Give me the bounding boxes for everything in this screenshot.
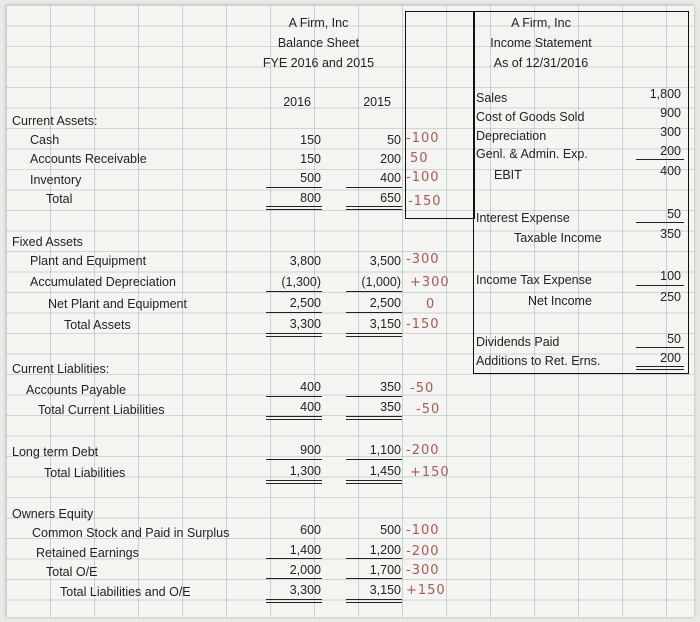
underline-cl-2016: [266, 396, 322, 397]
lt-debt-2015: 1,100: [369, 443, 401, 457]
is-value-dividends: 50: [667, 332, 681, 346]
row-label-retained-earnings: Retained Earnings: [36, 546, 139, 560]
is-title-period: As of 12/31/2016: [493, 56, 589, 70]
dbl-ca-2016: [266, 206, 322, 210]
row-label-lt-debt: Long term Debt: [12, 445, 99, 459]
dbl-ta-2015: [346, 333, 402, 337]
total-liab-note: +150: [410, 465, 450, 480]
is-dbl-additions: [636, 366, 684, 370]
spreadsheet-page: [6, 5, 694, 617]
total-liab-oe-2015: 3,150: [369, 583, 401, 597]
cash-note: -100: [406, 131, 440, 146]
ca-total-2015: 650: [380, 191, 401, 205]
acc-dep-note: +300: [410, 275, 450, 290]
bs-title-name: Balance Sheet: [277, 36, 360, 50]
row-label-ap: Accounts Payable: [26, 383, 127, 397]
ar-2016: 150: [300, 152, 321, 166]
inventory-2016: 500: [300, 171, 321, 185]
row-label-ar: Accounts Receivable: [30, 152, 147, 166]
net-ppe-note: 0: [426, 297, 436, 312]
total-oe-2015: 1,700: [369, 563, 401, 577]
balance-2015-box: [405, 11, 475, 219]
acc-dep-2016: (1,300): [281, 275, 321, 289]
ar-note: 50: [410, 151, 429, 166]
is-value-interest: 50: [667, 207, 681, 221]
common-stock-note: -100: [406, 523, 440, 538]
is-value-additions: 200: [660, 351, 681, 365]
ppe-2016: 3,800: [289, 254, 321, 268]
is-value-sales: 1,800: [649, 87, 681, 101]
dbl-ca-2015: [346, 206, 402, 210]
row-label-acc-dep: Accumulated Depreciation: [30, 275, 176, 289]
bs-title-period: FYE 2016 and 2015: [262, 56, 375, 70]
underline-fa-2016: [266, 291, 322, 292]
row-label-total-liab-oe: Total Liabilities and O/E: [60, 585, 191, 599]
current-liabilities-heading: Current Liablities:: [12, 362, 110, 376]
is-label-tax: Income Tax Expense: [476, 273, 592, 287]
total-oe-note: -300: [406, 563, 440, 578]
is-title-company: A Firm, Inc: [511, 16, 571, 30]
ap-note: -50: [410, 381, 435, 396]
is-value-net-income: 250: [660, 290, 681, 304]
underline-cl-2015: [346, 396, 402, 397]
dbl-cl-2016: [266, 416, 322, 420]
dbl-tl-2016: [266, 480, 322, 484]
row-label-total-liab: Total Liabilities: [44, 466, 126, 480]
common-stock-2016: 600: [300, 523, 321, 537]
is-label-sales: Sales: [476, 91, 508, 105]
is-label-ga: Genl. & Admin. Exp.: [476, 147, 588, 161]
is-title-name: Income Statement: [490, 36, 592, 50]
total-cl-2016: 400: [300, 400, 321, 414]
row-label-ca-total: Total: [46, 192, 73, 206]
is-label-dividends: Dividends Paid: [476, 335, 560, 349]
total-liab-2016: 1,300: [289, 464, 321, 478]
underline-oe-2015: [346, 558, 402, 559]
ap-2015: 350: [380, 380, 401, 394]
dbl-cl-2015: [346, 416, 402, 420]
total-assets-2016: 3,300: [289, 317, 321, 331]
is-label-depreciation: Depreciation: [476, 129, 547, 143]
ca-total-note: -150: [408, 194, 442, 209]
underline-oe-2016: [266, 558, 322, 559]
ca-total-2016: 800: [300, 191, 321, 205]
net-ppe-2015: 2,500: [369, 296, 401, 310]
total-liab-2015: 1,450: [369, 464, 401, 478]
is-label-additions: Additions to Ret. Erns.: [476, 354, 601, 368]
retained-earnings-note: -200: [406, 544, 440, 559]
dbl-tloe-2015: [346, 599, 402, 603]
retained-earnings-2015: 1,200: [369, 543, 401, 557]
fixed-assets-heading: Fixed Assets: [12, 235, 83, 249]
underline-oe2-2015: [346, 578, 402, 579]
underline-fa2-2016: [266, 312, 322, 313]
total-liab-oe-note: +150: [406, 583, 446, 598]
is-label-taxable: Taxable Income: [514, 231, 602, 245]
lt-debt-note: -200: [406, 443, 440, 458]
is-value-taxable: 350: [660, 227, 681, 241]
is-label-cogs: Cost of Goods Sold: [476, 110, 585, 124]
total-cl-2015: 350: [380, 400, 401, 414]
cash-2016: 150: [300, 133, 321, 147]
is-value-ebit: 400: [660, 164, 681, 178]
total-assets-note: -150: [406, 317, 440, 332]
acc-dep-2015: (1,000): [361, 275, 401, 289]
total-cl-note: -50: [416, 402, 441, 417]
total-oe-2016: 2,000: [289, 563, 321, 577]
underline-ca-2015: [346, 187, 402, 188]
is-underline-taxable: [636, 222, 684, 223]
dbl-tloe-2016: [266, 599, 322, 603]
total-liab-oe-2016: 3,300: [289, 583, 321, 597]
year-header-2015: 2015: [363, 95, 391, 109]
is-underline-additions: [636, 347, 684, 348]
retained-earnings-2016: 1,400: [289, 543, 321, 557]
owners-equity-heading: Owners Equity: [12, 507, 94, 521]
ar-2015: 200: [380, 152, 401, 166]
is-value-cogs: 900: [660, 106, 681, 120]
ppe-note: -300: [406, 252, 440, 267]
row-label-net-ppe: Net Plant and Equipment: [48, 297, 187, 311]
lt-debt-2016: 900: [300, 443, 321, 457]
is-underline-ni: [636, 285, 684, 286]
underline-fa2-2015: [346, 312, 402, 313]
ap-2016: 400: [300, 380, 321, 394]
inventory-note: -100: [406, 170, 440, 185]
underline-lt-2015: [346, 459, 402, 460]
dbl-tl-2015: [346, 480, 402, 484]
cash-2015: 50: [387, 133, 401, 147]
dbl-ta-2016: [266, 333, 322, 337]
net-ppe-2016: 2,500: [289, 296, 321, 310]
row-label-ppe: Plant and Equipment: [30, 254, 147, 268]
underline-oe2-2016: [266, 578, 322, 579]
underline-fa-2015: [346, 291, 402, 292]
is-value-tax: 100: [660, 269, 681, 283]
row-label-total-assets: Total Assets: [64, 318, 131, 332]
current-assets-heading: Current Assets:: [12, 114, 98, 128]
row-label-total-cl: Total Current Liabilities: [38, 403, 165, 417]
is-label-net-income: Net Income: [528, 294, 592, 308]
row-label-common-stock: Common Stock and Paid in Surplus: [32, 526, 230, 540]
row-label-total-oe: Total O/E: [46, 565, 98, 579]
bs-title-company: A Firm, Inc: [288, 16, 349, 30]
underline-ca-2016: [266, 187, 322, 188]
common-stock-2015: 500: [380, 523, 401, 537]
total-assets-2015: 3,150: [369, 317, 401, 331]
underline-lt-2016: [266, 459, 322, 460]
row-label-inventory: Inventory: [30, 173, 82, 187]
is-label-interest: Interest Expense: [476, 211, 570, 225]
year-header-2016: 2016: [283, 95, 311, 109]
row-label-cash: Cash: [30, 133, 60, 147]
is-value-depreciation: 300: [660, 125, 681, 139]
is-value-ga: 200: [660, 144, 681, 158]
is-label-ebit: EBIT: [494, 168, 522, 182]
inventory-2015: 400: [380, 171, 401, 185]
is-underline-ebit: [636, 159, 684, 160]
ppe-2015: 3,500: [369, 254, 401, 268]
